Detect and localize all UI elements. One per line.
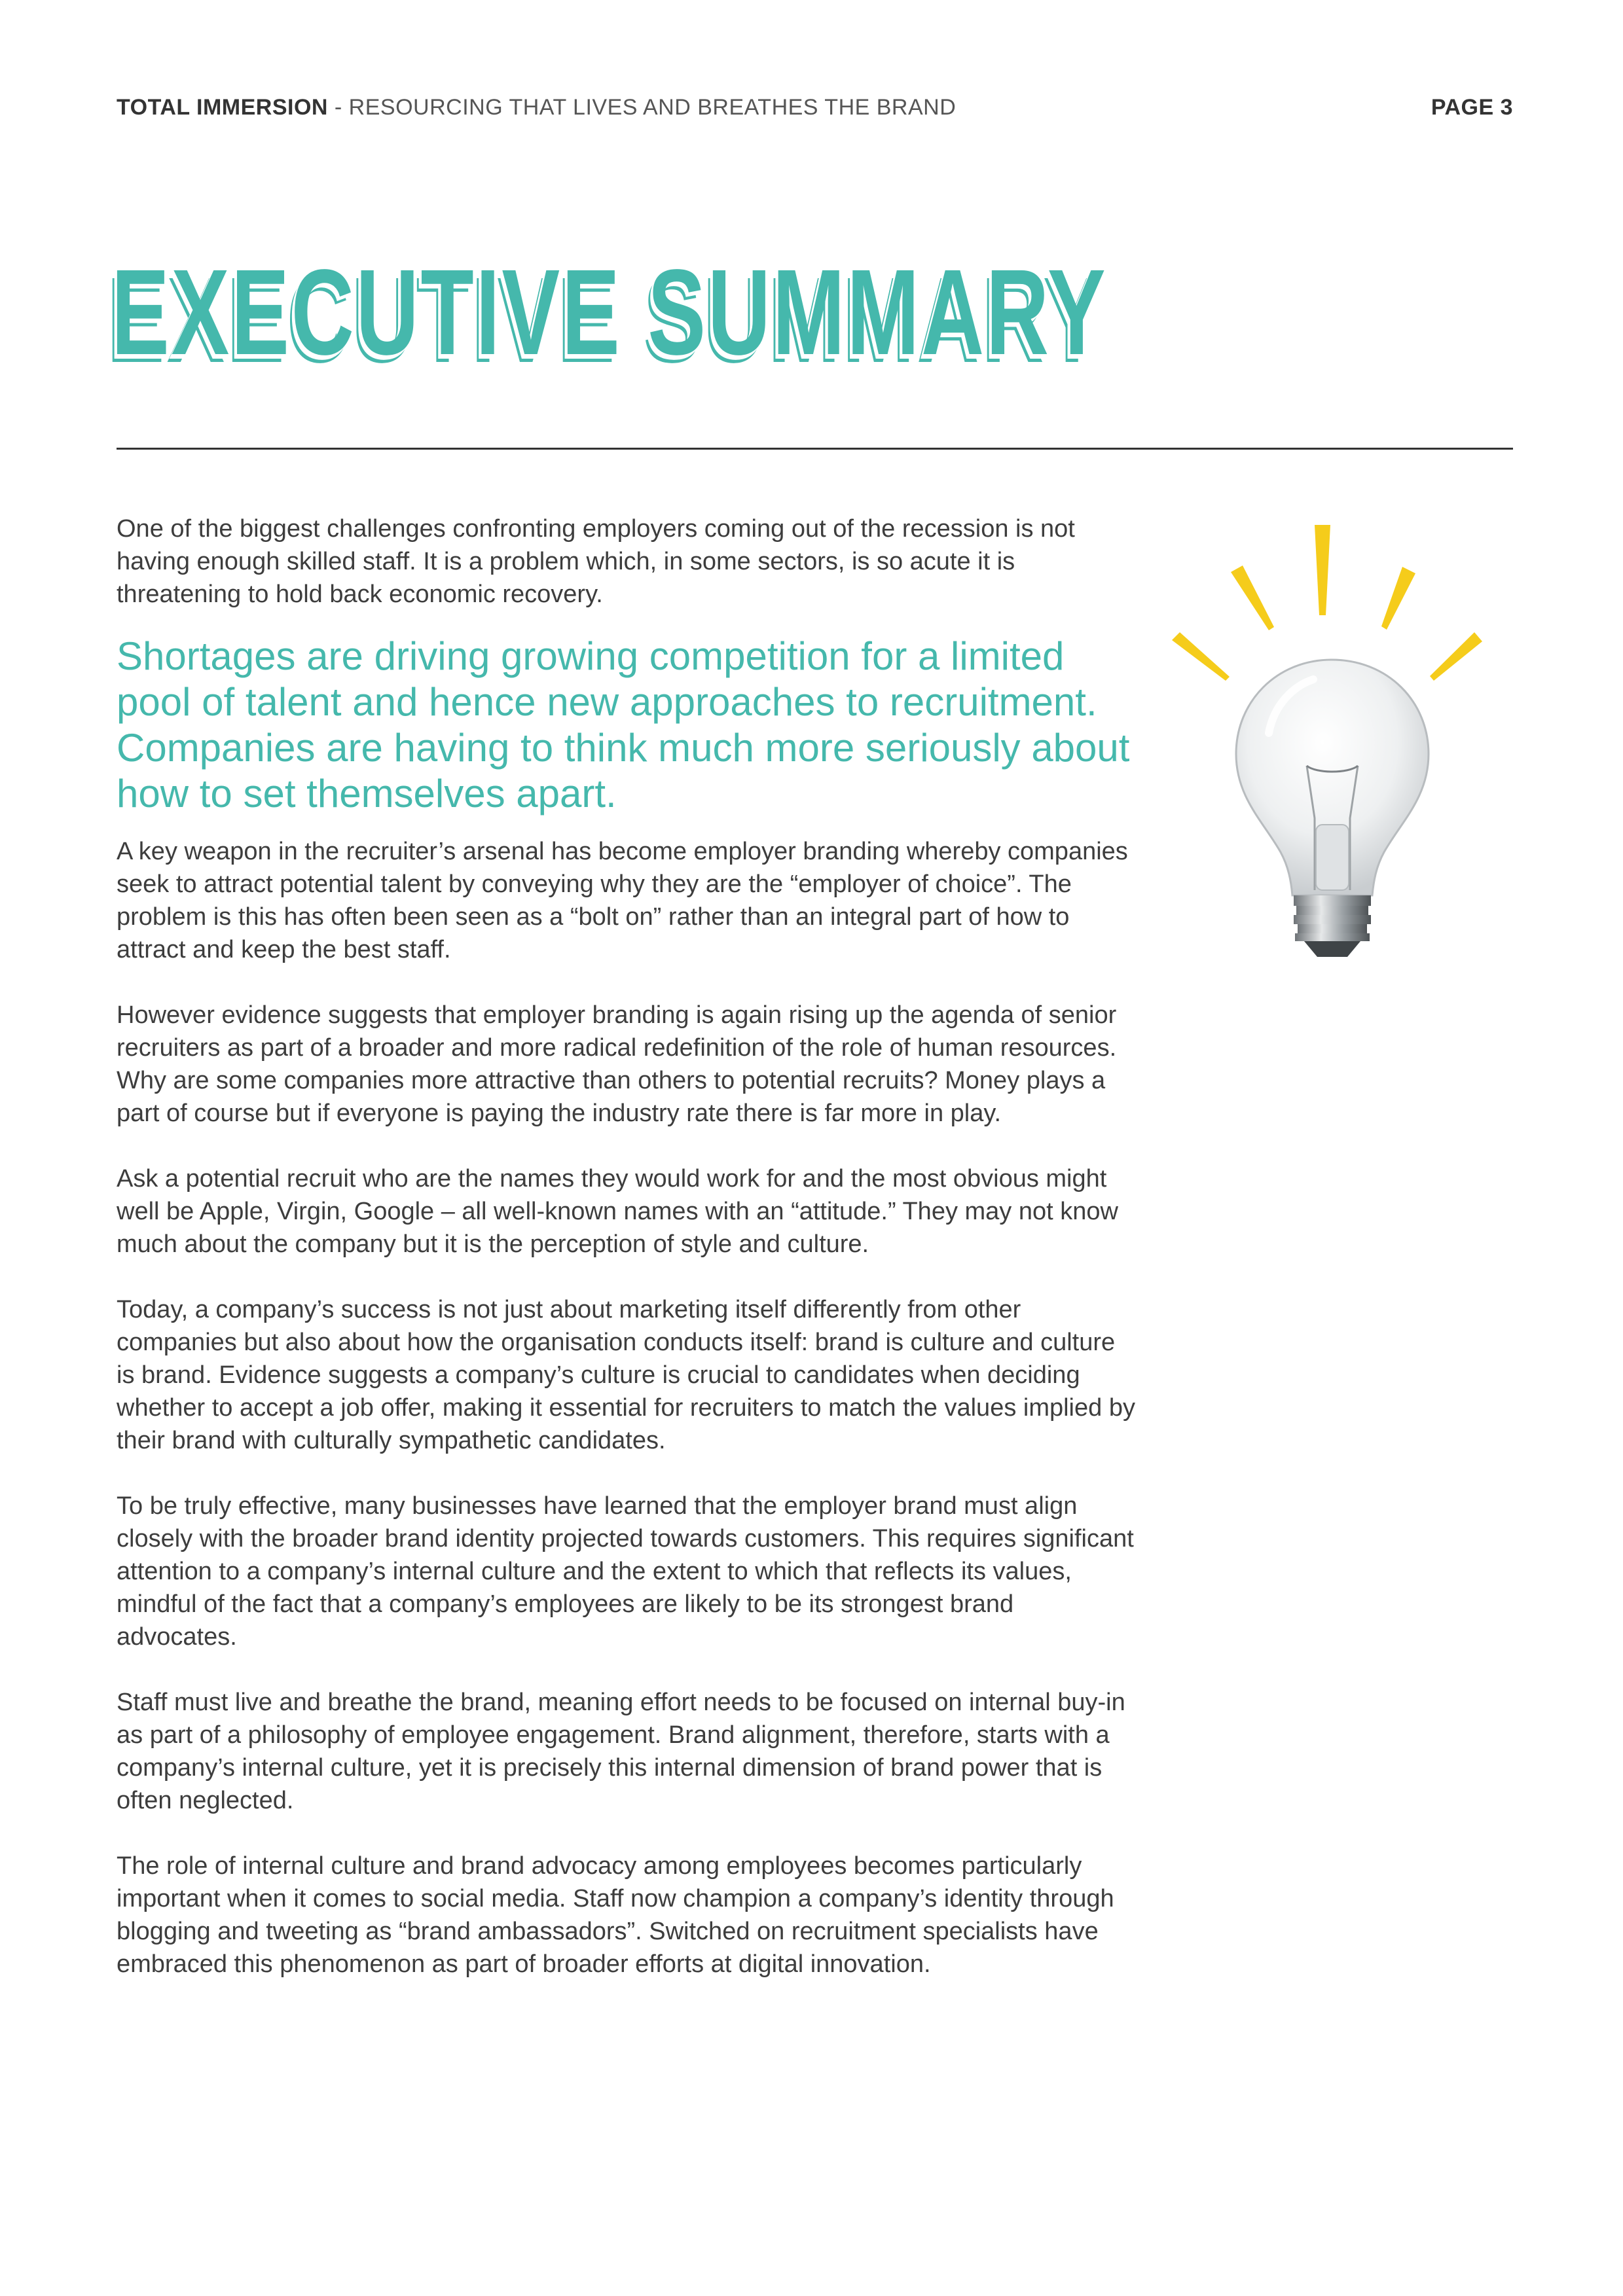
header-subtitle: RESOURCING THAT LIVES AND BREATHES THE BRAND [348, 95, 957, 120]
body-paragraph: Ask a potential recruit who are the names they would work for and the most obvious might well be Apple, Virgin, Google – all well-known names with an “attitude.” They may not know much about the company but it is the perception of style and culture. [117, 1165, 1118, 1258]
body-paragraph: Staff must live and breathe the brand, meaning effort needs to be focused on internal buy-in as part of a philosophy of employee engagement. Brand alignment, therefore, starts with a company’s internal culture, yet it is precisely this internal dimension of brand power that is often neglected. [117, 1689, 1125, 1814]
lightbulb-icon [1159, 517, 1506, 962]
header-brand: TOTAL IMMERSION [117, 95, 328, 120]
body-paragraph: The role of internal culture and brand advocacy among employees becomes particularly important when it comes to social media. Staff now champion a company’s identity through blogging and tweeting as “brand ambassadors”. Switched on recruitment specialists have embraced this phenomenon as part of broader efforts at digital innovation. [117, 1852, 1114, 1978]
body-paragraph: However evidence suggests that employer branding is again rising up the agenda of senior recruiters as part of a broader and more radical redefinition of the role of human resources. Why are some companies more attractive than others to potential recruits? Money plays a part of course but if everyone is paying the industry rate there is far more in play. [117, 1001, 1117, 1127]
running-header [117, 95, 1513, 125]
page-title: EXECUTIVE SUMMARY [111, 245, 1108, 380]
body-paragraph: A key weapon in the recruiter’s arsenal has become employer branding whereby companies seek to attract potential talent by conveying why they are the “employer of choice”. The problem is this has often been seen as a “bolt on” rather than an integral part of how to attract and keep the best staff. [117, 838, 1128, 963]
light-rays [1172, 525, 1482, 681]
pull-quote: Shortages are driving growing competition for a limited pool of talent and hence new approaches to recruitment. Companies are having to think much more seriously about how to set themselves apart. [117, 634, 1130, 816]
body-paragraph: To be truly effective, many businesses have learned that the employer brand must align closely with the broader brand identity projected towards customers. This requires significant attention to a company’s internal culture and the extent to which that reflects its values, mindful of the fact that a company’s employees are likely to be its strongest brand advocates. [117, 1492, 1134, 1651]
header-separator: - [327, 95, 349, 120]
title-divider [117, 448, 1513, 450]
body-column [117, 512, 1138, 2013]
body-paragraph: Today, a company’s success is not just about marketing itself differently from other companies but also about how the organisation conducts itself: brand is culture and culture is brand. Evidence suggests a company’s culture is crucial to candidates when deciding whether to accept a job offer, making it essential for recruiters to match the values implied by their brand with culturally sympathetic candidates. [117, 1296, 1135, 1454]
intro-paragraph: One of the biggest challenges confronting employers coming out of the recession is not having enough skilled staff. It is a problem which, in some sectors, is so acute it is threatening to hold back economic recovery. [117, 515, 1075, 608]
page-number: PAGE 3 [1431, 95, 1513, 120]
